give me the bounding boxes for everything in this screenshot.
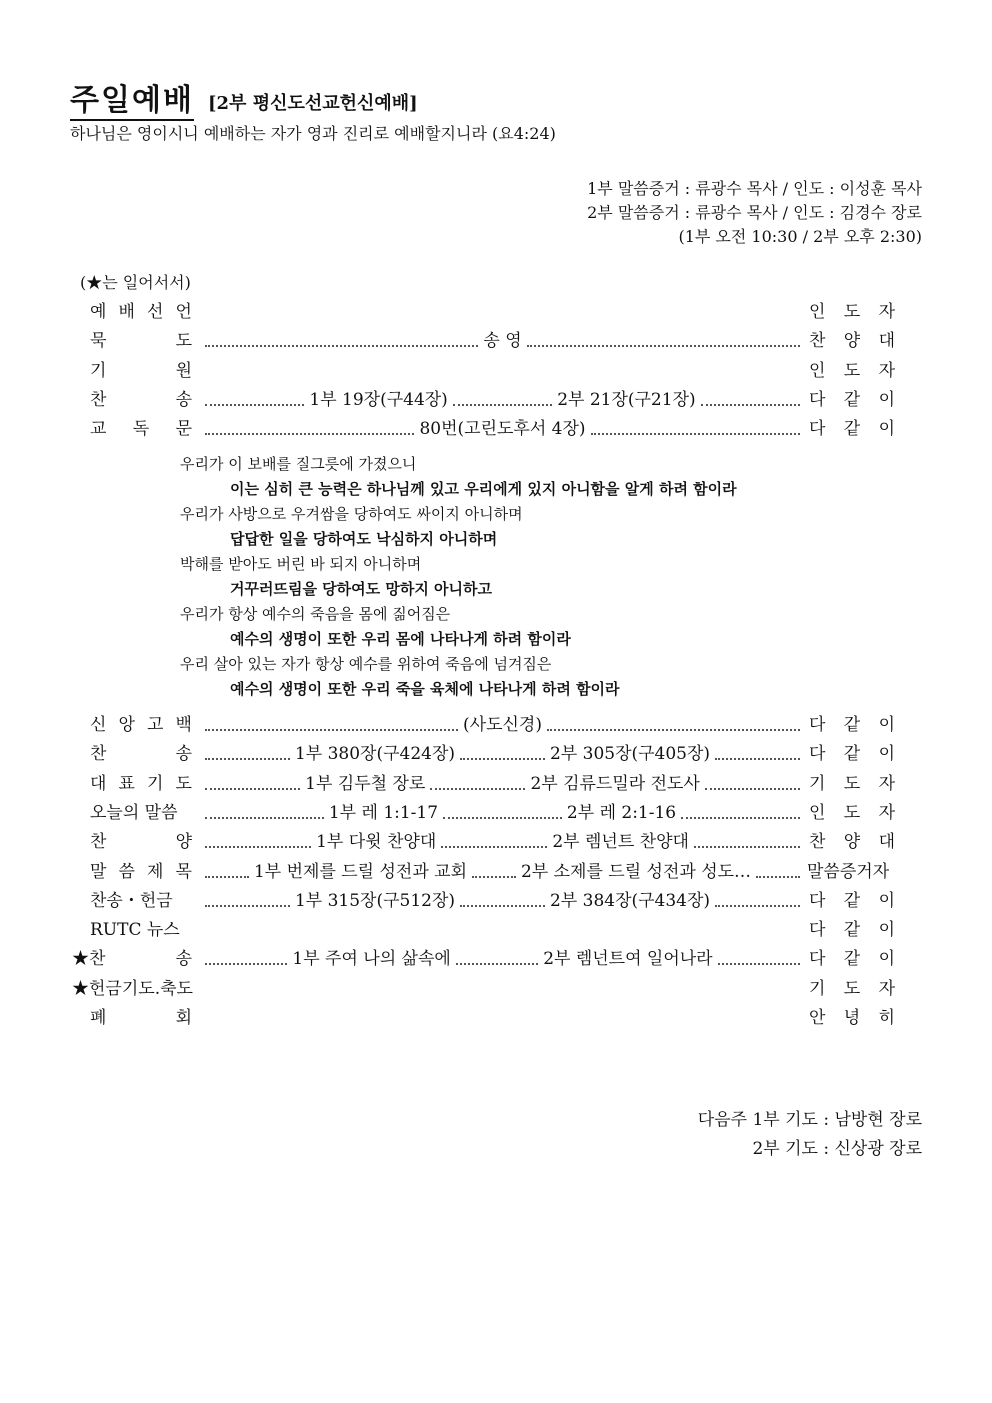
order-row	[72, 976, 895, 1002]
dot-leader	[453, 404, 552, 406]
dot-leader	[205, 729, 458, 731]
order-responsible	[803, 416, 895, 442]
dot-leader	[701, 404, 800, 406]
order-label	[72, 888, 202, 914]
order-row	[72, 888, 895, 914]
order-detail	[202, 416, 803, 442]
order-label-part: 폐	[90, 1008, 107, 1028]
order-responsible-part: 다	[809, 744, 826, 765]
order-label-part: RUTC 뉴스	[90, 920, 180, 941]
order-label-part: 언	[175, 302, 192, 322]
order-responsible	[803, 859, 895, 885]
order-item: 2부 김류드밀라 전도사	[530, 773, 700, 794]
order-item: 1부 레 1:1-17	[328, 802, 439, 823]
dot-leader	[715, 905, 800, 907]
order-label	[72, 917, 202, 943]
order-responsible-part: 같	[843, 744, 861, 765]
order-label-part: 원	[175, 360, 192, 381]
leader-line: 우리가 항상 예수의 죽음을 몸에 짊어짐은	[180, 605, 451, 623]
dot-leader	[527, 345, 800, 347]
order-detail	[202, 370, 803, 372]
order-responsible	[803, 387, 895, 413]
dot-leader	[205, 817, 324, 819]
dot-leader	[715, 758, 800, 760]
order-label-part: 예	[90, 302, 107, 322]
order-label-part: ★헌금기도.축도	[72, 978, 193, 999]
dot-leader	[205, 963, 287, 965]
leader-line: 우리 살아 있는 자가 항상 예수를 위하여 죽음에 넘겨짐은	[180, 655, 552, 673]
order-responsible-part: 다	[809, 419, 826, 440]
order-responsible-part: 인	[809, 802, 826, 823]
order-row	[72, 741, 895, 767]
order-detail	[202, 929, 803, 931]
people-line: 이는 심히 큰 능력은 하나님께 있고 우리에게 있지 아니함을 알게 하려 함이라	[230, 480, 737, 498]
order-label-part: 양	[175, 832, 192, 853]
order-responsible-part: 인	[809, 360, 826, 381]
order-label-part: 기	[147, 773, 164, 794]
order-row	[72, 712, 895, 738]
order-responsible	[803, 917, 895, 943]
order-responsible-part: 이	[878, 920, 895, 941]
leader-line: 박해를 받아도 버린 바 되지 아니하며	[180, 555, 422, 573]
order-responsible-part: 찬	[809, 331, 826, 352]
order-detail	[202, 712, 803, 738]
order-label-part: 문	[175, 419, 192, 440]
order-row	[72, 299, 895, 325]
standing-note: (★는 일어서서)	[80, 273, 191, 292]
order-row	[72, 917, 895, 943]
order-responsible-part: 다	[809, 890, 826, 911]
order-responsible-part: 이	[878, 890, 895, 911]
order-responsible-part: 다	[809, 715, 826, 735]
order-label-part: 찬	[90, 389, 107, 410]
dot-leader	[472, 876, 516, 878]
order-row	[72, 800, 895, 826]
dot-leader	[205, 433, 414, 435]
order-responsible	[803, 829, 895, 855]
order-label-part: 송	[175, 949, 192, 970]
order-item: 2부 렘넌트 찬양대	[552, 832, 689, 853]
order-responsible	[803, 712, 895, 738]
order-detail	[202, 888, 803, 914]
dot-leader	[756, 876, 800, 878]
people-line: 거꾸러뜨림을 당하여도 망하지 아니하고	[230, 580, 492, 598]
order-label-part: 찬	[90, 744, 107, 765]
dot-leader	[205, 404, 304, 406]
order-responsible-part: 자	[878, 360, 895, 381]
order-label-part: 회	[175, 1008, 192, 1028]
order-responsible-part: 자	[878, 773, 895, 794]
order-responsible-part: 다	[809, 389, 826, 410]
order-row	[72, 328, 895, 354]
order-detail	[202, 771, 803, 797]
order-item: 1부 주여 나의 삶속에	[292, 949, 451, 970]
order-responsible-part: 이	[878, 949, 895, 970]
order-responsible-part: 녕	[843, 1008, 861, 1028]
order-label	[72, 328, 202, 354]
order-label-part: 묵	[90, 331, 107, 352]
order-responsible-part: 찬	[809, 832, 826, 853]
dot-leader	[205, 905, 290, 907]
order-responsible-part: 말씀증거자	[807, 861, 890, 882]
order-label-part: 송	[175, 744, 192, 765]
order-label-part: 말	[90, 861, 107, 882]
order-item: (사도신경)	[463, 715, 542, 735]
order-label-part: 백	[175, 715, 192, 735]
order-row	[72, 416, 895, 442]
order-responsible-part: 같	[843, 715, 861, 735]
order-responsible-part: 이	[878, 744, 895, 765]
order-label	[72, 976, 202, 1002]
order-row	[72, 829, 895, 855]
order-label	[72, 829, 202, 855]
order-responsible-part: 도	[843, 978, 861, 999]
dot-leader	[205, 758, 290, 760]
order-label	[72, 771, 202, 797]
dot-leader	[205, 345, 478, 347]
order-detail	[202, 859, 803, 885]
order-responsible-part: 다	[809, 920, 826, 941]
order-label	[72, 387, 202, 413]
dot-leader	[718, 963, 800, 965]
order-responsible	[803, 1005, 895, 1031]
dot-leader	[705, 788, 800, 790]
next-week-prayer-1: 다음주 1부 기도 : 남방현 장로	[697, 1110, 922, 1130]
order-responsible-part: 자	[878, 978, 895, 999]
order-responsible-part: 히	[878, 1008, 895, 1028]
order-label-part: 고	[147, 715, 164, 735]
order-label	[72, 741, 202, 767]
order-label-part: 표	[118, 773, 135, 794]
order-responsible	[803, 741, 895, 767]
order-label-part: 찬	[90, 832, 107, 853]
order-responsible-part: 자	[878, 302, 895, 322]
dot-leader	[460, 905, 545, 907]
order-detail	[202, 387, 803, 413]
order-row	[72, 358, 895, 384]
order-row	[72, 771, 895, 797]
order-responsible-part: 이	[878, 419, 895, 440]
order-item: 1부 번제를 드릴 성전과 교회	[253, 861, 468, 882]
service1-info: 1부 말씀증거 : 류광수 목사 / 인도 : 이성훈 목사	[587, 179, 922, 198]
order-detail	[202, 946, 803, 972]
order-responsible-part: 자	[878, 802, 895, 823]
order-label-part: 오늘의 말씀	[90, 802, 178, 823]
order-responsible-part: 안	[809, 1008, 826, 1028]
order-item: 1부 315장(구512장)	[294, 890, 456, 911]
order-responsible	[803, 328, 895, 354]
order-responsible-part: 도	[843, 802, 861, 823]
people-line: 예수의 생명이 또한 우리 죽을 육체에 나타나게 하려 함이라	[230, 680, 620, 698]
order-detail	[202, 311, 803, 313]
order-item: 1부 19장(구44장)	[309, 389, 448, 410]
dot-leader	[441, 846, 547, 848]
order-row	[72, 1005, 895, 1031]
dot-leader	[443, 817, 562, 819]
leader-line: 우리가 사방으로 우겨쌈을 당하여도 싸이지 아니하며	[180, 505, 523, 523]
order-label-part: 제	[147, 861, 164, 882]
order-item: 2부 렘넌트여 일어나라	[543, 949, 713, 970]
dot-leader	[547, 729, 800, 731]
order-responsible	[803, 299, 895, 325]
order-row	[72, 859, 895, 885]
dot-leader	[205, 788, 300, 790]
theme-verse: 하나님은 영이시니 예배하는 자가 영과 진리로 예배할지니라 (요4:24)	[70, 124, 556, 143]
order-label-part: 씀	[118, 861, 135, 882]
people-line: 예수의 생명이 또한 우리 몸에 나타나게 하려 함이라	[230, 630, 571, 648]
service2-info: 2부 말씀증거 : 류광수 목사 / 인도 : 김경수 장로	[587, 203, 922, 222]
order-item: 80번(고린도후서 4장)	[419, 419, 586, 440]
order-item: 2부 소제를 드릴 성전과 성도…	[520, 861, 752, 882]
order-label	[72, 946, 202, 972]
order-label-part: 교	[90, 419, 107, 440]
order-responsible-part: 기	[809, 773, 826, 794]
order-responsible-part: 같	[843, 389, 861, 410]
order-label-part: 대	[90, 773, 107, 794]
order-responsible-part: 대	[878, 331, 895, 352]
order-responsible-part: 양	[843, 832, 861, 853]
order-label-part: 도	[175, 331, 192, 352]
order-label	[72, 299, 202, 325]
order-item: 2부 21장(구21장)	[557, 389, 696, 410]
order-item: 2부 305장(구405장)	[549, 744, 711, 765]
leader-line: 우리가 이 보배를 질그릇에 가졌으니	[180, 455, 417, 473]
order-detail	[202, 1017, 803, 1019]
order-label	[72, 800, 202, 826]
order-label-part: 독	[132, 419, 150, 440]
order-label-part: 도	[175, 773, 192, 794]
order-detail	[202, 829, 803, 855]
order-label-part: 앙	[118, 715, 135, 735]
dot-leader	[681, 817, 800, 819]
dot-leader	[430, 788, 525, 790]
order-responsible-part: 양	[843, 331, 861, 352]
order-label	[72, 358, 202, 384]
page-title: 주일예배	[70, 84, 194, 121]
order-label	[72, 1005, 202, 1031]
order-detail	[202, 741, 803, 767]
order-label-part: 목	[175, 861, 192, 882]
order-label	[72, 712, 202, 738]
people-line: 답답한 일을 당하여도 낙심하지 아니하며	[230, 530, 498, 548]
order-responsible-part: 같	[843, 949, 861, 970]
order-responsible-part: 같	[843, 890, 861, 911]
order-label-part: 선	[147, 302, 164, 322]
dot-leader	[694, 846, 800, 848]
order-responsible-part: 같	[843, 419, 861, 440]
order-label-part: 기	[90, 360, 107, 381]
order-label	[72, 416, 202, 442]
service-times: (1부 오전 10:30 / 2부 오후 2:30)	[678, 227, 922, 246]
order-responsible-part: 다	[809, 949, 826, 970]
dot-leader	[591, 433, 800, 435]
order-item: 1부 다윗 찬양대	[316, 832, 437, 853]
order-item: 송 영	[483, 331, 522, 352]
order-label-part: 송	[175, 389, 192, 410]
dot-leader	[205, 846, 311, 848]
order-label-part: 찬송・헌금	[90, 890, 173, 911]
dot-leader	[460, 758, 545, 760]
order-responsible	[803, 800, 895, 826]
order-responsible-part: 이	[878, 715, 895, 735]
order-responsible-part: 이	[878, 389, 895, 410]
order-responsible-part: 같	[843, 920, 861, 941]
order-item: 2부 384장(구434장)	[549, 890, 711, 911]
order-responsible	[803, 946, 895, 972]
dot-leader	[205, 876, 249, 878]
order-row	[72, 387, 895, 413]
order-responsible-part: 인	[809, 302, 826, 322]
order-row	[72, 946, 895, 972]
order-detail	[202, 328, 803, 354]
page-subtitle: [2부 평신도선교헌신예배]	[208, 93, 418, 114]
order-label	[72, 859, 202, 885]
order-responsible	[803, 358, 895, 384]
order-responsible-part: 도	[843, 773, 861, 794]
dot-leader	[456, 963, 538, 965]
order-responsible-part: 기	[809, 978, 826, 999]
next-week-prayer-2: 2부 기도 : 신상광 장로	[752, 1139, 922, 1159]
order-detail	[202, 800, 803, 826]
order-responsible	[803, 976, 895, 1002]
order-responsible	[803, 888, 895, 914]
order-detail	[202, 988, 803, 990]
order-item: 2부 레 2:1-16	[566, 802, 677, 823]
order-responsible	[803, 771, 895, 797]
order-label-part: ★찬	[72, 949, 106, 970]
order-label-part: 배	[118, 302, 135, 322]
order-label-part: 신	[90, 715, 107, 735]
order-item: 1부 김두철 장로	[305, 773, 426, 794]
order-responsible-part: 도	[843, 302, 861, 322]
order-responsible-part: 대	[878, 832, 895, 853]
order-responsible-part: 도	[843, 360, 861, 381]
order-item: 1부 380장(구424장)	[294, 744, 456, 765]
